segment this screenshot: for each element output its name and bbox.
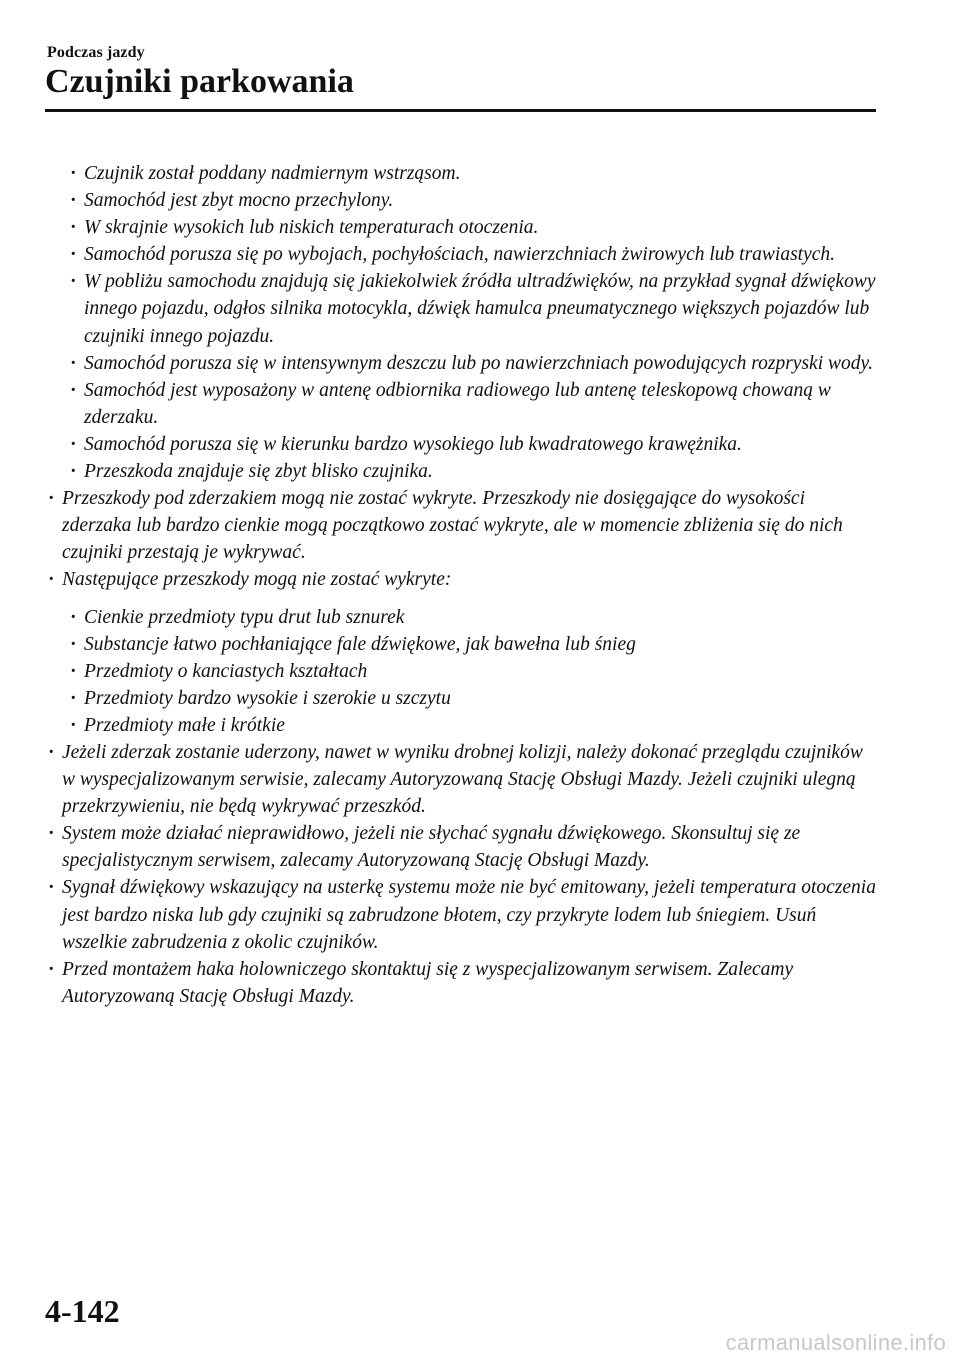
list-item: · W pobliżu samochodu znajdują się jakiekolwiek źródła ultradźwięków, na przykład sygnał dźwiękowy innego pojazdu, odgłos silnika motocykla, dźwięk hamulca pneumatycznego większych pojazdów lub czujniki innego pojazdu. <box>48 268 878 349</box>
list-item <box>48 566 878 593</box>
list-item: · Substancje łatwo pochłaniające fale dźwiękowe, jak bawełna lub śnieg <box>48 631 878 658</box>
list-item: · System może działać nieprawidłowo, jeżeli nie słychać sygnału dźwiękowego. Skonsultuj się ze specjalistycznym serwisem, zalecamy Autoryzowaną Stację Obsługi Mazdy. <box>48 820 878 874</box>
list-item: · Samochód porusza się w kierunku bardzo wysokiego lub kwadratowego krawężnika. <box>48 431 878 458</box>
list-item: · Przeszkody pod zderzakiem mogą nie zostać wykryte. Przeszkody nie dosięgające do wysokości zderzaka lub bardzo cienkie mogą początkowo zostać wykryte, ale w momencie zbliżenia się do nich czujniki przestają je wykrywać. <box>48 485 878 566</box>
bullet-list <box>48 739 878 1010</box>
list-item: · Samochód porusza się w intensywnym deszczu lub po nawierzchniach powodujących rozpryski wody. <box>48 350 878 377</box>
list-item: · W skrajnie wysokich lub niskich temperaturach otoczenia. <box>48 214 878 241</box>
watermark: carmanualsonline.info <box>725 1330 946 1355</box>
list-item: · Przed montażem haka holowniczego skontaktuj się z wyspecjalizowanym serwisem. Zalecamy Autoryzowaną Stację Obsługi Mazdy. <box>48 956 878 1010</box>
list-item: · Sygnał dźwiękowy wskazujący na usterkę systemu może nie być emitowany, jeżeli temperatura otoczenia jest bardzo niska lub gdy czujniki są zabrudzone błotem, czy przykryte lodem lub śniegiem. Usuń wszelkie zabrudzenia z okolic czujników. <box>48 874 878 955</box>
list-item: · Cienkie przedmioty typu drut lub sznurek <box>48 604 878 631</box>
sub-bullet-list <box>48 160 878 485</box>
sub-bullet-list <box>48 604 878 739</box>
list-item: · Czujnik został poddany nadmiernym wstrząsom. <box>48 160 878 187</box>
section-label: Podczas jazdy <box>47 44 145 61</box>
title-divider <box>45 109 876 112</box>
list-item: · Przeszkoda znajduje się zbyt blisko czujnika. <box>48 458 878 485</box>
list-item: · Samochód jest wyposażony w antenę odbiornika radiowego lub antenę teleskopową chowaną w zderzaku. <box>48 377 878 431</box>
page-content <box>48 160 878 1010</box>
list-item: · Samochód porusza się po wybojach, pochyłościach, nawierzchniach żwirowych lub trawiastych. <box>48 241 878 268</box>
bullet-list <box>48 485 878 593</box>
list-item: · Przedmioty bardzo wysokie i szerokie u szczytu <box>48 685 878 712</box>
page-number: 4-142 <box>45 1293 120 1329</box>
list-item: · Przedmioty małe i krótkie <box>48 712 878 739</box>
page-title: Czujniki parkowania <box>45 63 354 100</box>
list-item: · Samochód jest zbyt mocno przechylony. <box>48 187 878 214</box>
list-item-text: Następujące przeszkody mogą nie zostać wykryte: <box>62 569 452 591</box>
list-item: · Jeżeli zderzak zostanie uderzony, nawet w wyniku drobnej kolizji, należy dokonać przeglądu czujników w wyspecjalizowanym serwisie, zalecamy Autoryzowaną Stację Obsługi Mazdy. Jeżeli czujniki ulegną przekrzywieniu, nie będą wykrywać przeszkód. <box>48 739 878 820</box>
list-item: · Przedmioty o kanciastych kształtach <box>48 658 878 685</box>
